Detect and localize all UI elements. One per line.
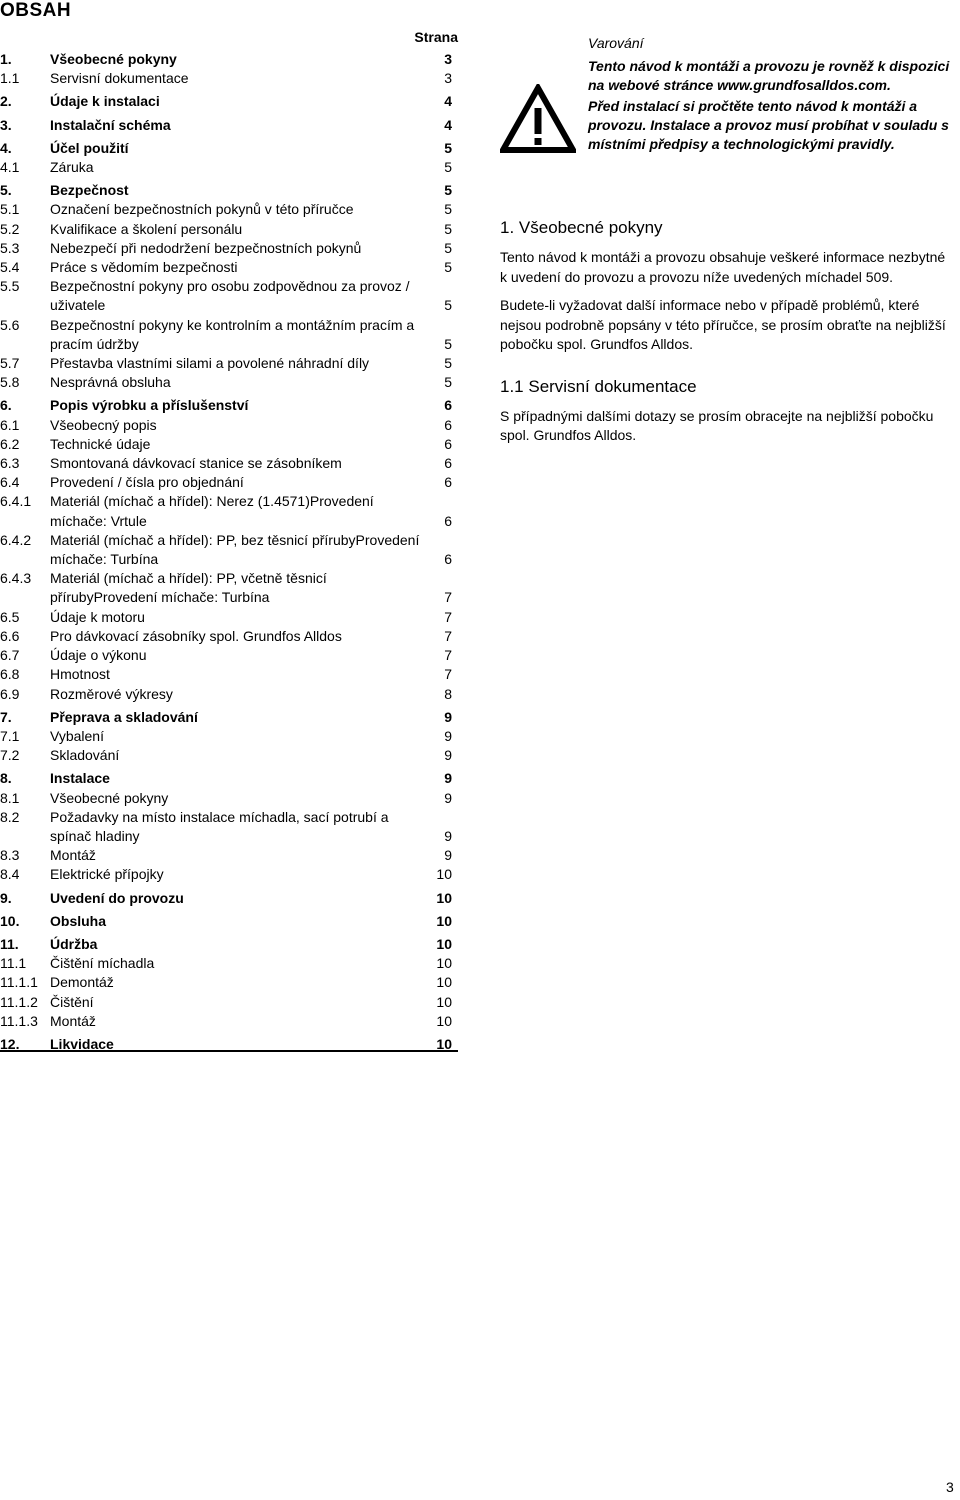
toc-entry bbox=[0, 865, 458, 884]
toc-entry-number: 6. bbox=[0, 397, 12, 414]
toc-entry-number: 6.8 bbox=[0, 666, 20, 683]
toc-entry bbox=[0, 373, 458, 392]
toc-entry-page: 9 bbox=[444, 770, 452, 787]
toc-entry-title: Přestavba vlastními silami a povolené náhradní díly bbox=[50, 355, 370, 372]
toc-entry-title: Nesprávná obsluha bbox=[50, 374, 171, 391]
toc-entry bbox=[0, 569, 458, 607]
toc-entry-page: 6 bbox=[444, 455, 452, 472]
toc-entry-title: Kvalifikace a školení personálu bbox=[50, 220, 243, 237]
toc-entry-page: 7 bbox=[444, 647, 452, 664]
toc-entry bbox=[0, 1012, 458, 1031]
toc-entry bbox=[0, 769, 458, 788]
toc-entry bbox=[0, 473, 458, 492]
toc-entry-number: 5.5 bbox=[0, 278, 20, 295]
toc-entry bbox=[0, 685, 458, 704]
toc-entry-page: 6 bbox=[444, 397, 452, 414]
toc-entry-number: 7.1 bbox=[0, 727, 20, 744]
toc-entry-number: 6.2 bbox=[0, 435, 20, 452]
toc-entry-page: 10 bbox=[436, 935, 452, 952]
toc-entry-page: 5 bbox=[444, 159, 452, 176]
toc-entry-number: 6.4.2 bbox=[0, 531, 32, 548]
toc-entry bbox=[0, 435, 458, 454]
toc-entry-number: 3. bbox=[0, 116, 12, 133]
toc-entry-title: Uvedení do provozu bbox=[50, 889, 184, 906]
toc-entry bbox=[0, 220, 458, 239]
toc-entry-number: 6.4 bbox=[0, 474, 20, 491]
toc-entry-page: 9 bbox=[444, 827, 452, 844]
toc-entry-page: 9 bbox=[444, 727, 452, 744]
toc-entry bbox=[0, 993, 458, 1012]
toc-entry-number: 5.3 bbox=[0, 239, 20, 256]
toc-entry-page: 10 bbox=[436, 955, 452, 972]
toc-entry-number: 4.1 bbox=[0, 159, 20, 176]
toc-entry-title: Čištění míchadla bbox=[50, 955, 155, 972]
toc-entry bbox=[0, 646, 458, 665]
toc-entry bbox=[0, 200, 458, 219]
toc-entry-title: Přeprava a skladování bbox=[50, 708, 198, 725]
warning-line-1: Tento návod k montáži a provozu je rovněž k dispozici na webové stránce www.grundfosalldos.com. bbox=[588, 58, 950, 93]
toc-entry-number: 11.1.2 bbox=[0, 993, 38, 1010]
toc-entry-number: 6.3 bbox=[0, 455, 20, 472]
toc-entry-title: Instalační schéma bbox=[50, 116, 171, 133]
toc-entry bbox=[0, 69, 458, 88]
toc-entry bbox=[0, 454, 458, 473]
toc-entry-page: 5 bbox=[444, 182, 452, 199]
toc-entry-title: Skladování bbox=[50, 747, 120, 764]
toc-entry bbox=[0, 258, 458, 277]
toc-entry-page: 5 bbox=[444, 259, 452, 276]
toc-entry-number: 9. bbox=[0, 889, 12, 906]
toc-entry-page: 4 bbox=[444, 116, 452, 133]
page-title: OBSAH bbox=[0, 0, 72, 21]
toc-entry-number: 1. bbox=[0, 51, 12, 67]
toc-entry bbox=[0, 808, 458, 846]
toc-entry-number: 10. bbox=[0, 912, 20, 929]
warning-title: Varování bbox=[588, 35, 644, 51]
section-general-paragraph-1: Tento návod k montáži a provozu obsahuje veškeré informace nezbytné k uvedení do provozu a provozu níže uvedených míchadel 509. bbox=[500, 249, 946, 285]
toc-entry-title: Údaje o výkonu bbox=[50, 647, 147, 664]
toc-entry bbox=[0, 973, 458, 992]
toc-entry-title: Instalace bbox=[50, 770, 110, 787]
toc-entry-title: Účel použití bbox=[50, 139, 129, 156]
toc-entry-title: Montáž bbox=[50, 1012, 96, 1029]
toc-entry-number: 5.1 bbox=[0, 201, 20, 218]
toc-entry-page: 7 bbox=[444, 589, 452, 606]
toc-entry bbox=[0, 492, 458, 530]
section-general-paragraph-2: Budete-li vyžadovat další informace nebo v případě problémů, které nejsou podrobně popsány v této příručce, se prosím obraťte na nejbližší pobočku spol. Grundfos Alldos. bbox=[500, 297, 946, 352]
warning-triangle-icon bbox=[500, 84, 576, 154]
toc-entry bbox=[0, 627, 458, 646]
toc-entry-number: 6.9 bbox=[0, 685, 20, 702]
toc-entry-title: Všeobecné pokyny bbox=[50, 789, 169, 806]
toc-entry-title: Záruka bbox=[50, 159, 94, 176]
toc-entry-number: 11.1.1 bbox=[0, 974, 38, 991]
toc-entry-title: Údaje k motoru bbox=[50, 608, 145, 625]
toc-entry-page: 5 bbox=[444, 220, 452, 237]
toc-entry-title: Údaje k instalaci bbox=[50, 93, 160, 110]
toc-entry-number: 11.1.3 bbox=[0, 1012, 38, 1029]
toc-entry-page: 6 bbox=[444, 512, 452, 529]
toc-entry bbox=[0, 92, 458, 111]
toc-entry-page: 5 bbox=[444, 201, 452, 218]
toc-entry bbox=[0, 846, 458, 865]
toc-entry bbox=[0, 746, 458, 765]
toc-entry-number: 6.6 bbox=[0, 627, 20, 644]
toc-entry-page: 9 bbox=[444, 708, 452, 725]
toc-entry bbox=[0, 531, 458, 569]
toc-entry-title: Vybalení bbox=[50, 727, 104, 744]
toc-entry-title: Práce s vědomím bezpečnosti bbox=[50, 259, 238, 276]
toc-entry-number: 1.1 bbox=[0, 70, 20, 87]
toc-entry-title: Materiál (míchač a hřídel): PP, včetně těsnicí přírubyProvedení míchače: Turbína bbox=[50, 570, 327, 606]
toc-entry-title: Popis výrobku a příslušenství bbox=[50, 397, 249, 414]
toc-entry-page: 5 bbox=[444, 355, 452, 372]
toc-entry-number: 5.6 bbox=[0, 316, 20, 333]
toc-entry-title: Technické údaje bbox=[50, 435, 151, 452]
toc-entry-page: 7 bbox=[444, 666, 452, 683]
toc-entry bbox=[0, 789, 458, 808]
toc-entry-title: Všeobecné pokyny bbox=[50, 51, 177, 67]
toc-entry-page: 5 bbox=[444, 374, 452, 391]
toc-entry-title: Materiál (míchač a hřídel): PP, bez těsnicí přírubyProvedení míchače: Turbína bbox=[50, 531, 420, 568]
toc-entry bbox=[0, 277, 458, 315]
toc-entry-page: 10 bbox=[436, 1012, 452, 1029]
toc-entry-number: 2. bbox=[0, 93, 12, 110]
toc-entry-number: 6.4.3 bbox=[0, 570, 32, 587]
toc-entry-page: 3 bbox=[444, 51, 452, 67]
toc-entry-number: 4. bbox=[0, 139, 12, 156]
toc-entry-number: 11. bbox=[0, 935, 19, 952]
toc-entry-number: 8.1 bbox=[0, 789, 20, 806]
toc-entry-page: 10 bbox=[436, 974, 452, 991]
toc-entry-page: 5 bbox=[444, 335, 452, 352]
warning-line-2: Před instalací si pročtěte tento návod k montáži a provozu. Instalace a provoz musí probíhat v souladu s místními předpisy a technologickými pravidly. bbox=[588, 98, 949, 152]
toc-entry-title: Všeobecný popis bbox=[50, 416, 157, 433]
toc-entry-number: 5.4 bbox=[0, 259, 20, 276]
toc-entry-number: 11.1 bbox=[0, 955, 27, 972]
toc-entry-number: 8.4 bbox=[0, 866, 20, 883]
toc-entry-page: 7 bbox=[444, 608, 452, 625]
toc-entry-page: 10 bbox=[436, 866, 452, 883]
toc-entry-number: 6.5 bbox=[0, 608, 20, 625]
toc-entry-title: Smontovaná dávkovací stanice se zásobníkem bbox=[50, 455, 342, 472]
toc-entry bbox=[0, 665, 458, 684]
toc-entry-page: 10 bbox=[436, 1035, 452, 1052]
toc-entry bbox=[0, 354, 458, 373]
toc-entry-number: 7.2 bbox=[0, 747, 20, 764]
warning-box bbox=[500, 34, 950, 194]
toc-entry-page: 3 bbox=[444, 70, 452, 87]
toc-entry-title: Hmotnost bbox=[50, 666, 110, 683]
toc-page-header: Strana bbox=[414, 29, 458, 45]
toc-entry bbox=[0, 158, 458, 177]
toc-entry bbox=[0, 116, 458, 135]
toc-entry-title: Bezpečnost bbox=[50, 182, 129, 199]
toc-entry bbox=[0, 708, 458, 727]
page-number: 3 bbox=[946, 1479, 954, 1495]
toc-divider bbox=[0, 1050, 458, 1052]
toc-entry-number: 5.8 bbox=[0, 374, 20, 391]
toc-entry-page: 6 bbox=[444, 435, 452, 452]
toc-entry-number: 5.2 bbox=[0, 220, 20, 237]
toc-entry bbox=[0, 727, 458, 746]
toc-entry-page: 10 bbox=[436, 912, 452, 929]
toc-entry-title: Materiál (míchač a hřídel): Nerez (1.4571)Provedení míchače: Vrtule bbox=[50, 493, 374, 529]
toc-entry-page: 8 bbox=[444, 685, 452, 702]
toc-entry bbox=[0, 416, 458, 435]
toc-entry-title: Servisní dokumentace bbox=[50, 70, 189, 87]
toc-entry-number: 6.1 bbox=[0, 416, 20, 433]
toc-entry bbox=[0, 139, 458, 158]
warning-text bbox=[588, 34, 950, 154]
toc-entry-title: Pro dávkovací zásobníky spol. Grundfos Alldos bbox=[50, 627, 342, 644]
toc-entry-number: 7. bbox=[0, 708, 12, 725]
toc-entry-number: 5. bbox=[0, 182, 12, 199]
toc-entry bbox=[0, 954, 458, 973]
toc-entry bbox=[0, 239, 458, 258]
toc-entry-page: 9 bbox=[444, 789, 452, 806]
toc-entry bbox=[0, 912, 458, 931]
toc-entry-title: Požadavky na místo instalace míchadla, sací potrubí a spínač hladiny bbox=[50, 808, 389, 844]
toc-entry-title: Montáž bbox=[50, 847, 96, 864]
toc-entry-title: Čištění bbox=[50, 993, 94, 1010]
toc-entry-title: Demontáž bbox=[50, 974, 114, 991]
section-title-service-docs: 1.1 Servisní dokumentace bbox=[500, 376, 697, 396]
toc-entry-page: 5 bbox=[444, 239, 452, 256]
toc-entry-page: 7 bbox=[444, 627, 452, 644]
toc-entry bbox=[0, 396, 458, 415]
toc-entry-title: Bezpečnostní pokyny pro osobu zodpovědnou za provoz / uživatele bbox=[50, 278, 410, 314]
toc-entry-number: 6.7 bbox=[0, 647, 20, 664]
toc-entry-number: 6.4.1 bbox=[0, 493, 32, 510]
section-service-docs-paragraph: S případnými dalšími dotazy se prosím obracejte na nejbližší pobočku spol. Grundfos Alldos. bbox=[500, 407, 934, 443]
toc-entry-page: 6 bbox=[444, 551, 452, 568]
toc-entry bbox=[0, 889, 458, 908]
toc-entry bbox=[0, 316, 458, 354]
toc-entry-page: 10 bbox=[436, 993, 452, 1010]
toc-entry bbox=[0, 181, 458, 200]
toc-entry bbox=[0, 935, 458, 954]
toc-entry-title: Obsluha bbox=[50, 912, 107, 929]
toc-entry-number: 8.3 bbox=[0, 847, 20, 864]
toc-entry-number: 8. bbox=[0, 770, 12, 787]
toc-list bbox=[0, 50, 458, 1054]
toc-entry-title: Údržba bbox=[50, 935, 98, 952]
toc-entry-title: Nebezpečí při nedodržení bezpečnostních pokynů bbox=[50, 239, 362, 256]
toc-entry-title: Provedení / čísla pro objednání bbox=[50, 474, 244, 491]
toc-entry-page: 5 bbox=[444, 297, 452, 314]
toc-entry-page: 6 bbox=[444, 416, 452, 433]
toc-entry-title: Rozměrové výkresy bbox=[50, 685, 173, 702]
toc-entry-title: Likvidace bbox=[50, 1035, 114, 1052]
toc-entry-page: 4 bbox=[444, 93, 452, 110]
toc-entry-page: 9 bbox=[444, 847, 452, 864]
toc-entry-page: 10 bbox=[436, 889, 452, 906]
toc-entry bbox=[0, 50, 458, 69]
toc-entry-number: 12. bbox=[0, 1035, 20, 1052]
toc-entry-title: Označení bezpečnostních pokynů v této příručce bbox=[50, 201, 354, 218]
toc-entry-number: 5.7 bbox=[0, 355, 20, 372]
toc-entry-page: 6 bbox=[444, 474, 452, 491]
toc-entry-title: Bezpečnostní pokyny ke kontrolním a montážním pracím a pracím údržby bbox=[50, 316, 415, 352]
toc-entry-title: Elektrické přípojky bbox=[50, 866, 164, 883]
toc-entry-page: 9 bbox=[444, 747, 452, 764]
toc-entry-number: 8.2 bbox=[0, 808, 20, 825]
toc-entry-page: 5 bbox=[444, 139, 452, 156]
toc-entry bbox=[0, 608, 458, 627]
section-title-general: 1. Všeobecné pokyny bbox=[500, 218, 663, 237]
content-column bbox=[500, 34, 950, 455]
